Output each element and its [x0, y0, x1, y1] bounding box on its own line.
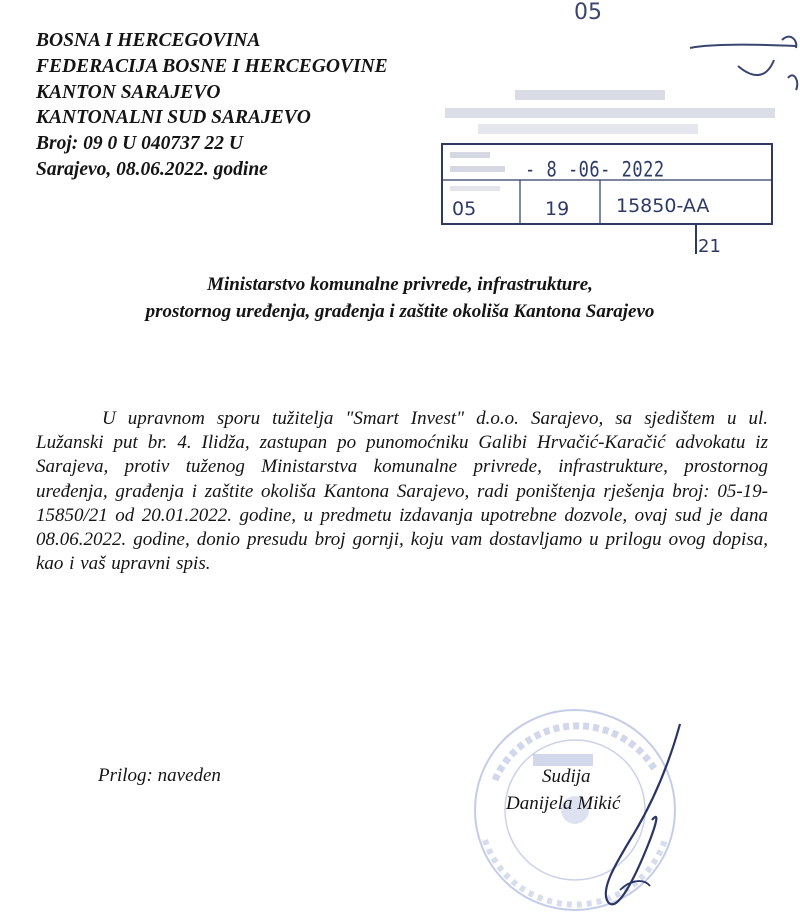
header-place-date: Sarajevo, 08.06.2022. godine	[36, 158, 268, 180]
attachment-note: Prilog: naveden	[98, 765, 221, 786]
header-country: BOSNA I HERCEGOVINA	[36, 30, 261, 51]
court-header	[36, 28, 388, 183]
body-paragraph: U upravnom sporu tužitelja "Smart Invest" d.o.o. Sarajevo, sa sjedištem u ul. Lužanski put br. 4. Ilidža, zastupan po punomoćniku Galibi Hrvačić-Karačić advokatu iz Sarajeva, protiv tuženog Ministarstva komunalne privrede, infrastrukture, prostornog uređenja, građenja i zaštite okoliša Kantona Sarajevo, radi poništenja rješenja broj: 05-19-15850/21 od 20.01.2022. godine, u predmetu izdavanja upotrebne dozvole, ovaj sud je dana 08.06.2022. godine, donio presudu broj gornji, koju vam dostavljamo u prilogu ovog dopisa, kao i vaš upravni spis.	[36, 408, 768, 575]
stamp-year: 21	[698, 236, 721, 257]
header-court: KANTONALNI SUD SARAJEVO	[36, 107, 311, 129]
judge-signature	[560, 720, 700, 920]
corner-handwritten-mark: 05	[574, 0, 602, 25]
recipient-line-2: prostornog uređenja, građenja i zaštite okoliša Kantona Sarajevo	[145, 301, 655, 322]
judge-title: Sudija	[542, 766, 591, 787]
header-canton: KANTON SARAJEVO	[36, 81, 221, 103]
stamp-date: - 8 -06- 2022	[525, 157, 665, 183]
header-federation: FEDERACIJA BOSNE I HERCEGOVINE	[36, 55, 388, 77]
stamp-org-unit: 05	[452, 198, 477, 220]
stamp-reference: 15850-AA	[616, 195, 710, 217]
recipient	[0, 271, 800, 325]
recipient-line-1: Ministarstvo komunalne privrede, infrastrukture,	[207, 274, 593, 295]
stamp-number: 19	[545, 198, 570, 220]
header-case-number: Broj: 09 0 U 040737 22 U	[36, 133, 243, 155]
judge-name: Danijela Mikić	[506, 793, 621, 814]
